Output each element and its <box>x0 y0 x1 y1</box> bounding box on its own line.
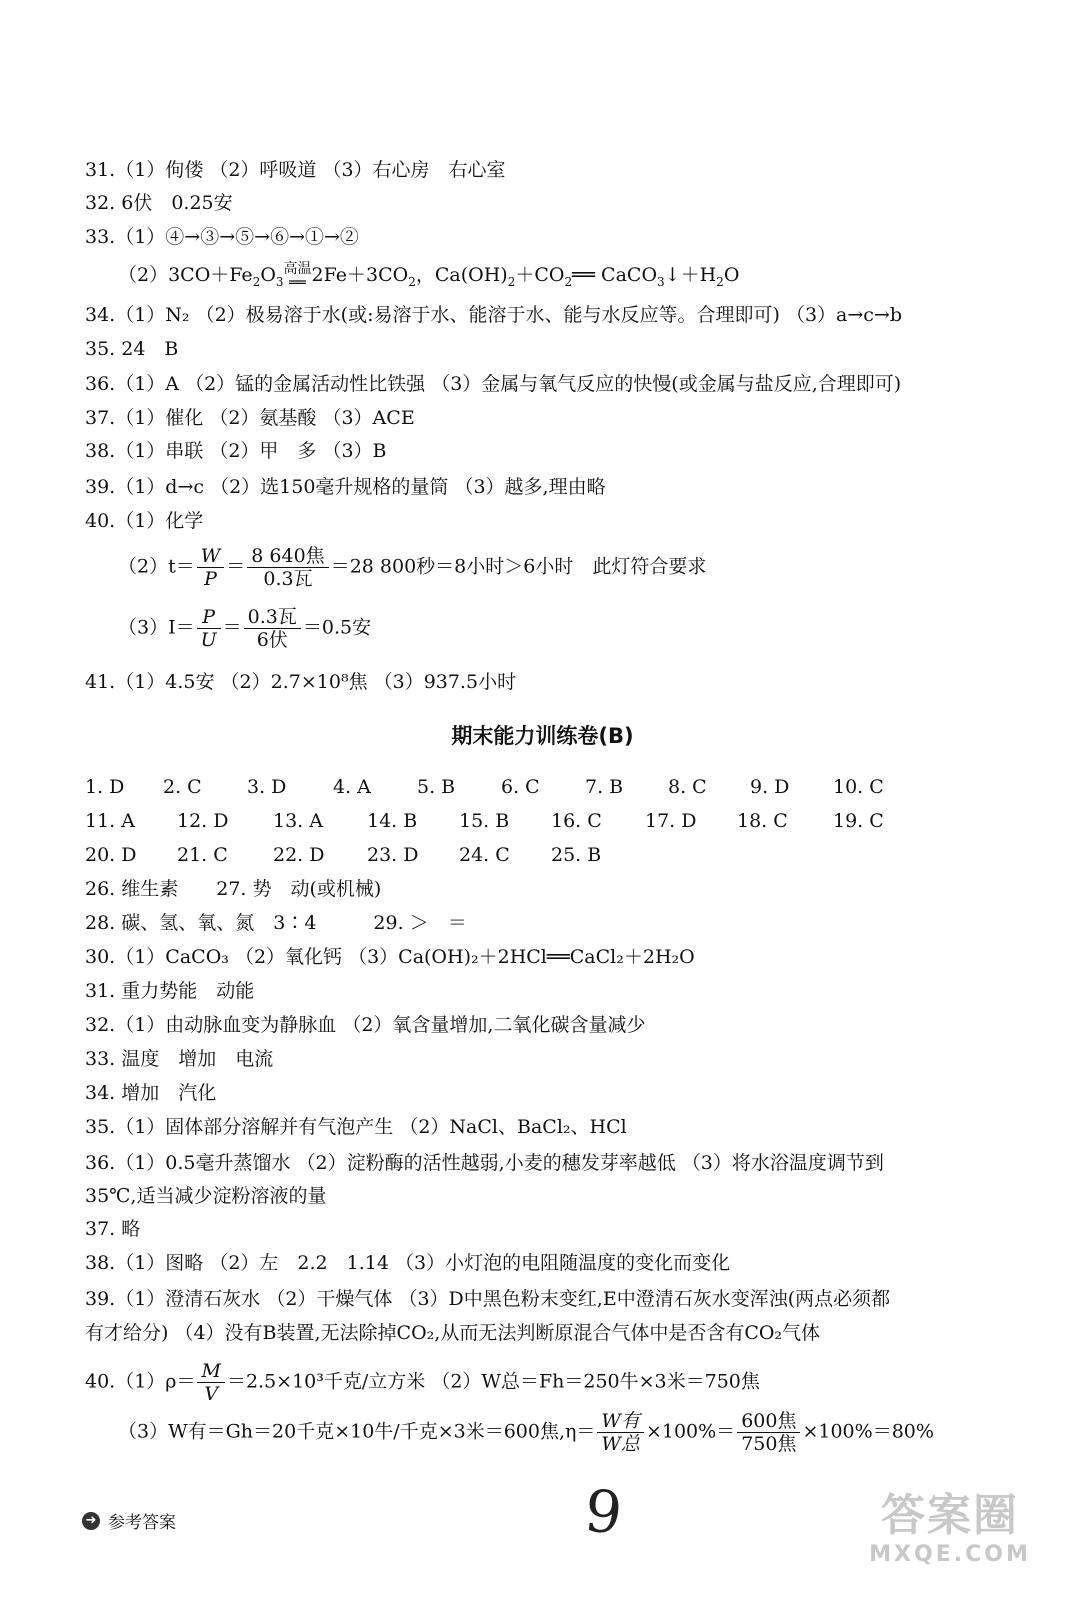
reaction-condition: 高温 <box>283 261 312 277</box>
answer-b-39-line2: 有才给分) （4）没有B装置,无法除掉CO₂,从而无法判断原混合气体中是否含有CO₂气体 <box>85 1322 821 1344</box>
mc-answer: 5. B <box>417 776 456 798</box>
answer-34: 34.（1）N₂ （2）极易溶于水(或:易溶于水、能溶于水、能与水反应等。合理即可) （3）a→c→b <box>85 304 903 326</box>
answer-39: 39.（1）d→c （2）选150毫升规格的量筒 （3）越多,理由略 <box>85 476 606 498</box>
answer-41: 41.（1）4.5安 （2）2.7×10⁸焦 （3）937.5小时 <box>85 671 517 693</box>
watermark-logo <box>845 1490 1055 1590</box>
answer-b-35: 35.（1）固体部分溶解并有气泡产生 （2）NaCl、BaCl₂、HCl <box>85 1116 627 1138</box>
watermark-text: 答案圈 <box>881 1490 1019 1541</box>
footer-label: 参考答案 <box>108 1513 176 1533</box>
answer-33-1: 33.（1）④→③→⑤→⑥→①→② <box>85 226 359 248</box>
mc-answer: 22. D <box>273 844 325 866</box>
mc-answer: 9. D <box>750 776 790 798</box>
footer <box>82 1508 176 1533</box>
answer-35: 35. 24 B <box>85 338 179 360</box>
answer-31: 31.（1）佝偻 （2）呼吸道 （3）右心房 右心室 <box>85 159 506 181</box>
answer-32: 32. 6伏 0.25安 <box>85 192 233 214</box>
mc-answer: 4. A <box>333 776 371 798</box>
answer-38: 38.（1）串联 （2）甲 多 （3）B <box>85 440 387 462</box>
mc-answer: 17. D <box>645 810 697 832</box>
answer-b-34: 34. 增加 汽化 <box>85 1082 217 1104</box>
answer-b-36-line1: 36.（1）0.5毫升蒸馏水 （2）淀粉酶的活性越弱,小麦的穗发芽率越低 （3）将水浴温度调节到 <box>85 1152 884 1174</box>
answer-37: 37.（1）催化 （2）氨基酸 （3）ACE <box>85 407 415 429</box>
answer-b-36-line2: 35℃,适当减少淀粉溶液的量 <box>85 1185 327 1207</box>
answer-b-40-3: （3）W有＝Gh＝20千克×10牛/千克×3米＝600焦,η＝ $\frac{\text{W有}}{\text{W总}}$ ×100%＝ $\frac{\text{600焦}}{\text{750焦}}$ ×100%＝80% <box>118 1410 934 1455</box>
answer-36: 36.（1）A （2）锰的金属活动性比铁强 （3）金属与氧气反应的快慢(或金属与盐反应,合理即可) <box>85 373 902 395</box>
answer-b-31: 31. 重力势能 动能 <box>85 980 255 1002</box>
answer-b-39-line1: 39.（1）澄清石灰水 （2）干燥气体 （3）D中黑色粉末变红,E中澄清石灰水变浑浊(两点必须都 <box>85 1288 891 1310</box>
arrow-right-icon: ➜ <box>82 1512 100 1530</box>
mc-answer: 10. C <box>833 776 884 798</box>
answer-33-2: $(2)3CO+Fe_2O_3$ 高温 ══ $2Fe+3CO_2$，$Ca(OH)_2+CO_2══$ $CaCO_3↓+H_2O$ <box>118 261 740 291</box>
mc-answer: 6. C <box>501 776 540 798</box>
answer-40-3: （3）I＝ $\frac{P}{U}$ ＝ $\frac{\text{0.3瓦}}{\text{6伏}}$ ＝0.5安 <box>118 606 372 651</box>
mc-answer: 18. C <box>737 810 788 832</box>
mc-answer: 7. B <box>585 776 624 798</box>
mc-answer: 12. D <box>177 810 229 832</box>
answer-40-1: 40.（1）化学 <box>85 510 204 532</box>
watermark-url: MXQE.COM <box>869 1542 1031 1567</box>
mc-answer: 21. C <box>177 844 228 866</box>
mc-answer: 19. C <box>833 810 884 832</box>
answer-b-30: 30.（1）CaCO₃ （2）氧化钙 （3）Ca(OH)₂＋2HCl══CaCl₂＋2H₂O <box>85 946 695 968</box>
handwritten-page-number: 9 <box>581 1476 626 1548</box>
mc-answer: 3. D <box>247 776 287 798</box>
answer-b-40-1: 40.（1）ρ＝ $\frac{M}{V}$ ＝2.5×10³千克/立方米 （2）W总＝Fh＝250牛×3米＝750焦 <box>85 1360 760 1405</box>
mc-answer: 25. B <box>551 844 602 866</box>
answer-b-28: 28. 碳、氢、氧、氮 3∶4 29. ＞ ＝ <box>85 912 467 934</box>
answer-b-32: 32.（1）由动脉血变为静脉血 （2）氧含量增加,二氧化碳含量减少 <box>85 1014 646 1036</box>
mc-answer: 11. A <box>85 810 135 832</box>
mc-answer: 20. D <box>85 844 137 866</box>
answer-b-33: 33. 温度 增加 电流 <box>85 1048 274 1070</box>
mc-answer: 2. C <box>163 776 202 798</box>
mc-answer: 23. D <box>367 844 419 866</box>
answer-b-38: 38.（1）图略 （2）左 2.2 1.14 （3）小灯泡的电阻随温度的变化而变化 <box>85 1252 731 1274</box>
section-title: 期末能力训练卷(B) <box>451 724 634 748</box>
mc-answer: 15. B <box>459 810 510 832</box>
answer-b-37: 37. 略 <box>85 1218 141 1240</box>
mc-answer: 13. A <box>273 810 323 832</box>
mc-answer: 14. B <box>367 810 418 832</box>
mc-answer: 24. C <box>459 844 510 866</box>
answer-b-26: 26. 维生素 27. 势 动(或机械) <box>85 878 382 900</box>
mc-answer: 16. C <box>551 810 602 832</box>
mc-answer: 1. D <box>85 776 125 798</box>
mc-answer: 8. C <box>668 776 707 798</box>
answer-40-2: （2）t＝ $\frac{W}{P}$ ＝ $\frac{\text{8 640焦}}{\text{0.3瓦}}$ ＝28 800秒＝8小时＞6小时 此灯符合要求 <box>118 545 707 590</box>
